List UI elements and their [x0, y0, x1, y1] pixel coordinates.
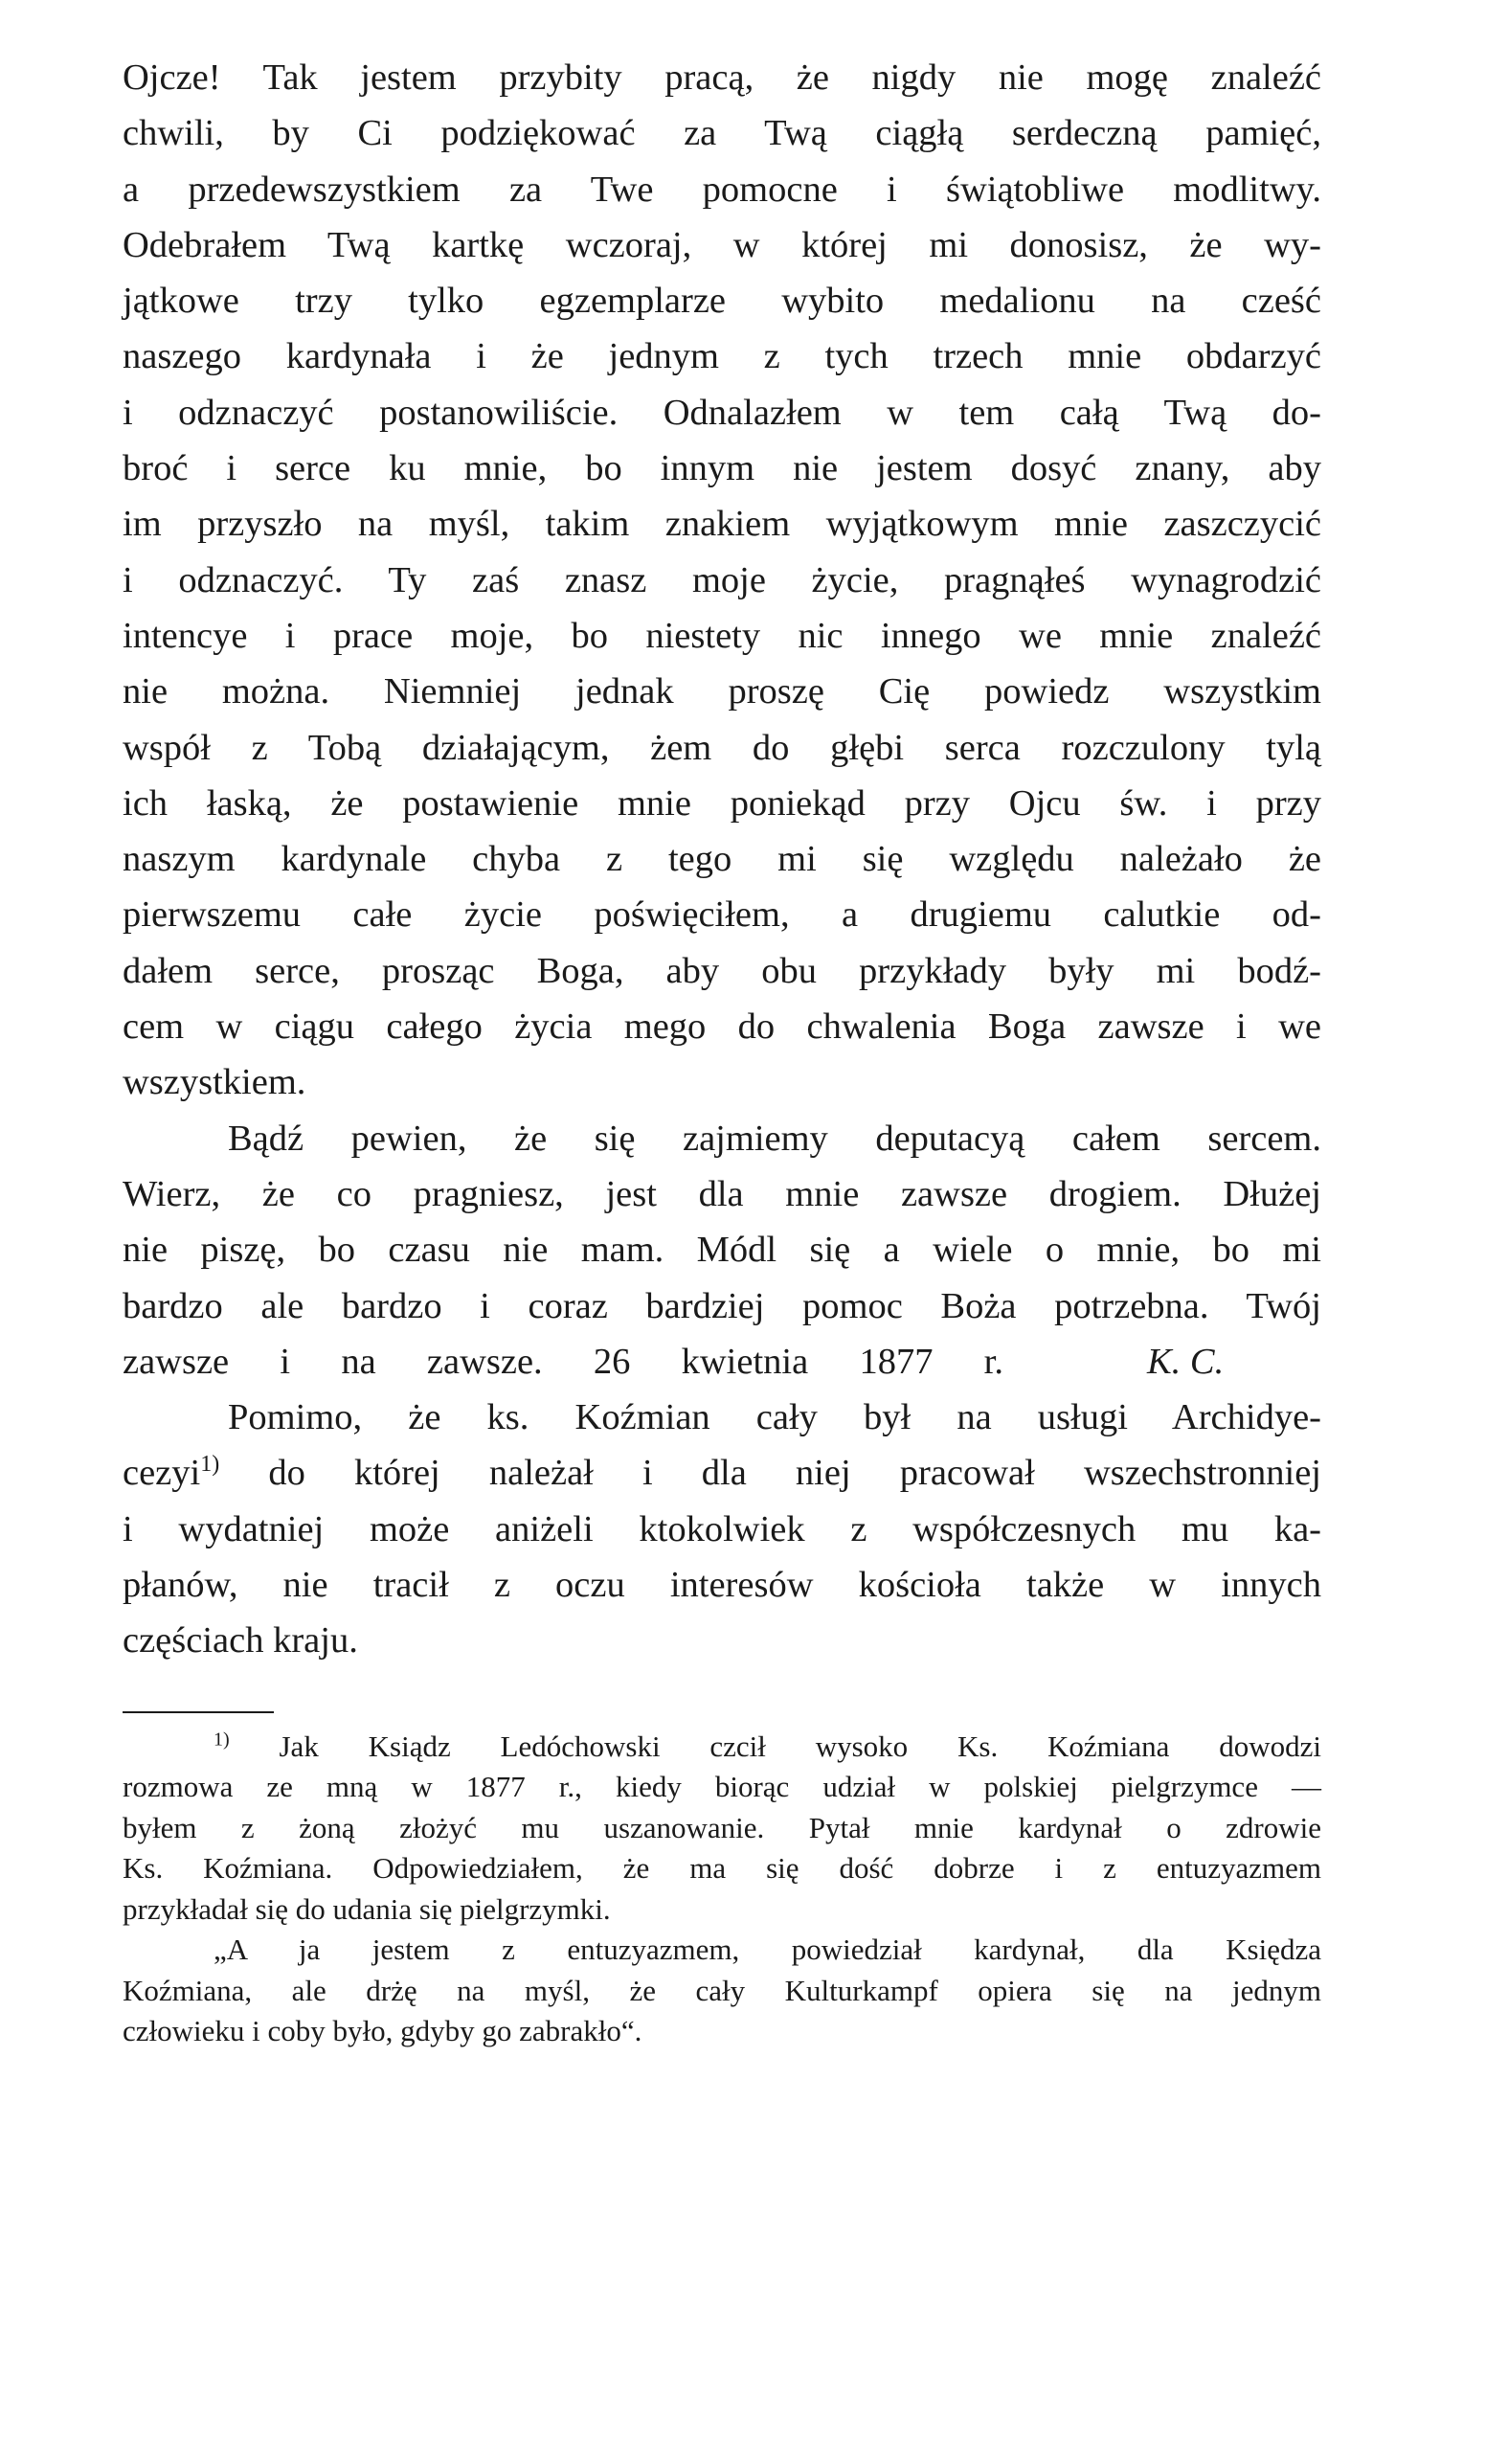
footnote-first-line — [123, 1727, 1321, 1768]
text-line: cem w ciągu całego życia mego do chwalenia Boga zawsze i we — [123, 1006, 1321, 1048]
text-line: im przyszło na myśl, takim znakiem wyjątkowym mnie zaszczycić — [123, 504, 1321, 545]
text-line: płanów, nie tracił z oczu interesów kościoła także w innych — [123, 1565, 1321, 1606]
text-line: i odznaczyć. Ty zaś znasz moje życie, pragnąłeś wynagrodzić — [123, 559, 1321, 600]
footnote-line: Koźmiana, ale drżę na myśl, że cały Kulturkampf opiera się na jednym — [123, 1973, 1321, 2007]
text-line: nie piszę, bo czasu nie mam. Módl się a wiele o mnie, bo mi — [123, 1230, 1321, 1271]
text-line: Wierz, że co pragniesz, jest dla mnie zawsze drogiem. Dłużej — [123, 1173, 1321, 1214]
text-line: współ z Tobą działającym, żem do głębi serca rozczulony tylą — [123, 727, 1321, 768]
signature-initials: K. C. — [1147, 1341, 1225, 1382]
text-line: Odebrałem Twą kartkę wczoraj, w której mi donosisz, że wy- — [123, 224, 1321, 265]
text-span: do której należał i dla niej pracował wszechstronniej — [219, 1453, 1321, 1494]
text-line: broć i serce ku mnie, bo innym nie jestem dosyć znany, aby — [123, 448, 1321, 489]
footnote-line: przykładał się do udania się pielgrzymki. — [123, 1891, 611, 1926]
paragraph-first-line: Bądź pewien, że się zajmiemy deputacyą całem sercem. — [228, 1118, 1321, 1159]
text-line: naszym kardynale chyba z tego mi się względu należało że — [123, 839, 1321, 880]
paragraph-first-line: Pomimo, że ks. Koźmian cały był na usługi Archidye- — [228, 1397, 1321, 1438]
text-line: pierwszemu całe życie poświęciłem, a drugiemu calutkie od- — [123, 894, 1321, 936]
text-line: nie można. Niemniej jednak proszę Cię powiedz wszystkim — [123, 671, 1321, 712]
text-line: i odznaczyć postanowiliście. Odnalazłem w tem całą Twą do- — [123, 392, 1321, 433]
footnote-reference[interactable]: 1) — [200, 1452, 220, 1478]
footnote — [123, 1727, 1321, 2052]
text-line — [123, 1445, 1321, 1501]
footnote-line: byłem z żoną złożyć mu uszanowanie. Pytał mnie kardynał o zdrowie — [123, 1810, 1321, 1844]
footnote-line: rozmowa ze mną w 1877 r., kiedy biorąc udział w polskiej pielgrzymce — — [123, 1770, 1321, 1804]
footnote-line: człowieku i coby było, gdyby go zabrakło“. — [123, 2014, 642, 2048]
document-page — [123, 50, 1321, 2052]
text-line: chwili, by Ci podziękować za Twą ciągłą serdeczną pamięć, — [123, 113, 1321, 154]
text-line: wszystkiem. — [123, 1062, 306, 1103]
footnote-divider — [123, 1711, 274, 1713]
text-line: Ojcze! Tak jestem przybity pracą, że nigdy nie mogę znaleźć — [123, 57, 1321, 98]
letter-body — [123, 50, 1321, 1669]
signature-line — [123, 1334, 1321, 1390]
letter-date: zawsze i na zawsze. 26 kwietnia 1877 r. — [123, 1341, 1003, 1382]
footnote-line: Ks. Koźmiana. Odpowiedziałem, że ma się dość dobrze i z entuzyazmem — [123, 1851, 1321, 1886]
text-line: jątkowe trzy tylko egzemplarze wybito medalionu na cześć — [123, 281, 1321, 322]
text-line: naszego kardynała i że jednym z tych trzech mnie obdarzyć — [123, 336, 1321, 377]
footnote-paragraph-line: „A ja jestem z entuzyazmem, powiedział kardynał, dla Księdza — [214, 1933, 1321, 1967]
text-line: bardzo ale bardzo i coraz bardziej pomoc Boża potrzebna. Twój — [123, 1285, 1321, 1326]
text-line: ich łaską, że postawienie mnie poniekąd przy Ojcu św. i przy — [123, 782, 1321, 824]
text-span: Jak Ksiądz Ledóchowski czcił wysoko Ks. Koźmiana dowodzi — [229, 1729, 1321, 1763]
text-line: i wydatniej może aniżeli ktokolwiek z współczesnych mu ka- — [123, 1508, 1321, 1549]
text-line: dałem serce, prosząc Boga, aby obu przykłady były mi bodź- — [123, 950, 1321, 991]
text-span: cezyi — [123, 1453, 201, 1494]
text-line: a przedewszystkiem za Twe pomocne i świątobliwe modlitwy. — [123, 169, 1321, 210]
text-line: intencye i prace moje, bo niestety nic innego we mnie znaleźć — [123, 615, 1321, 656]
footnote-marker: 1) — [214, 1729, 230, 1751]
text-line: częściach kraju. — [123, 1620, 358, 1662]
